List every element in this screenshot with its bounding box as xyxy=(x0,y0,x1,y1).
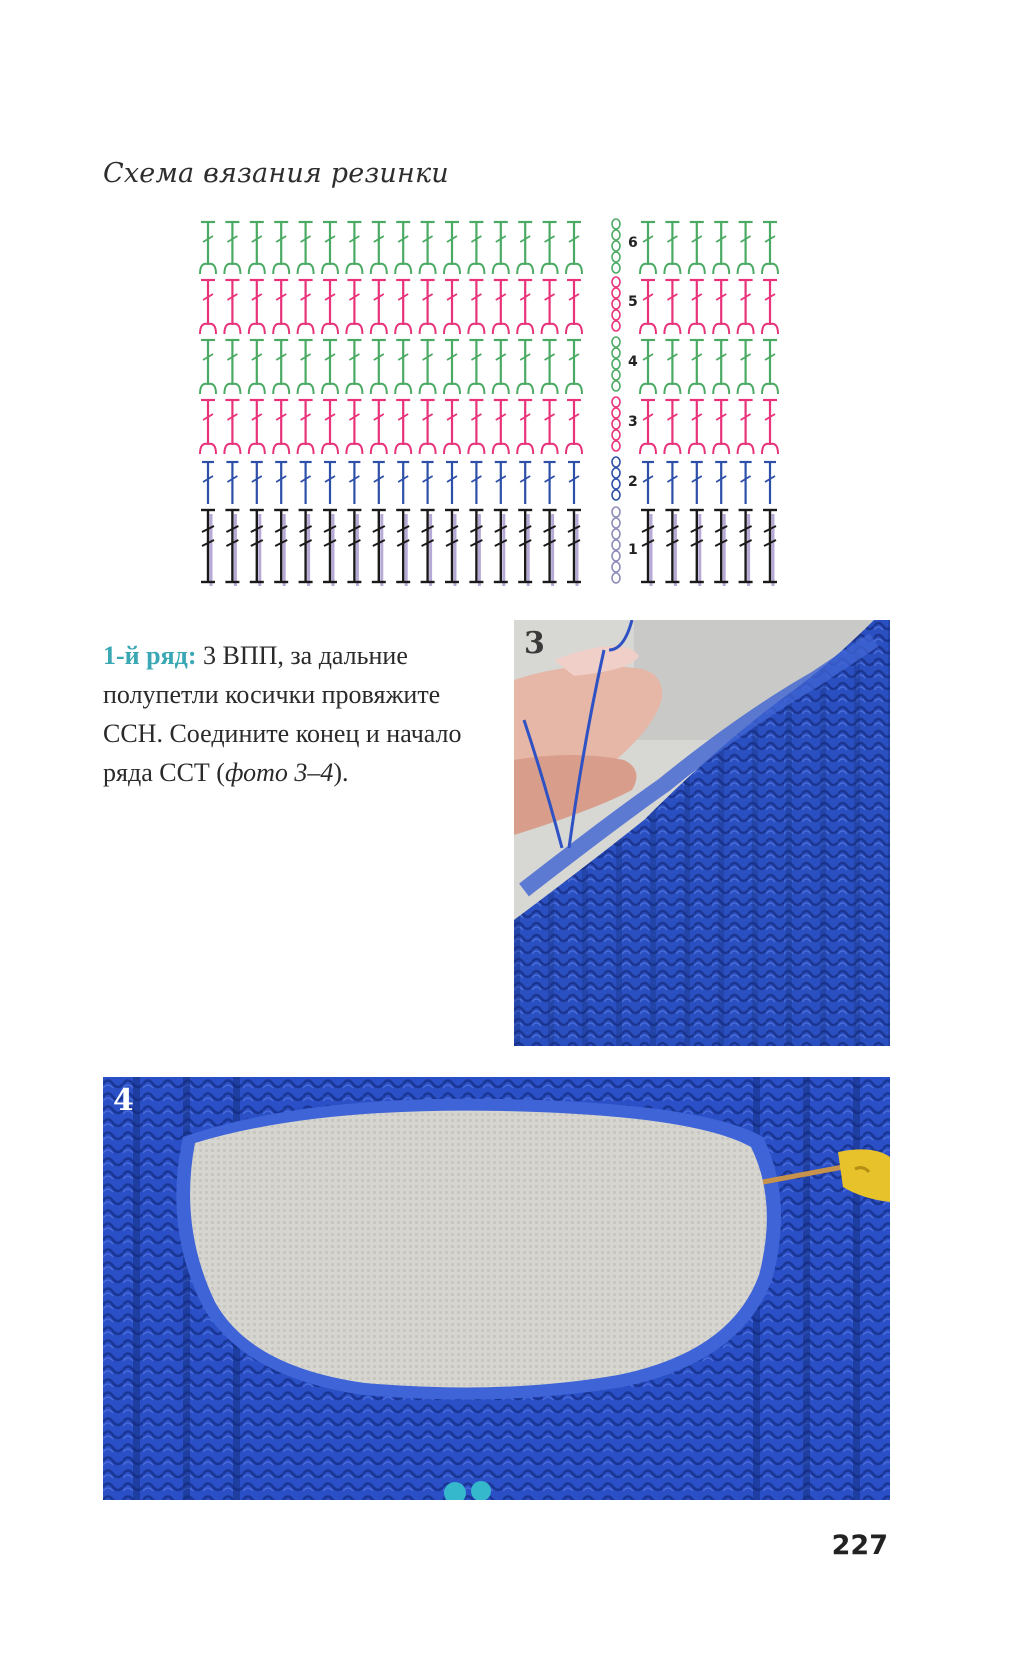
instruction-paragraph xyxy=(103,636,483,792)
crochet-chart xyxy=(196,218,802,596)
photo-4 xyxy=(103,1077,890,1500)
paren-close: ). xyxy=(333,758,349,787)
photo-3-number: 3 xyxy=(524,626,545,661)
photo-reference: фото 3–4 xyxy=(224,758,334,787)
chart-row-number-5: 5 xyxy=(628,294,638,310)
photo-3 xyxy=(514,620,890,1046)
photo-4-number: 4 xyxy=(113,1083,134,1118)
chart-row-number-3: 3 xyxy=(628,414,638,430)
chart-row-number-1: 1 xyxy=(628,542,638,558)
chart-row-6 xyxy=(200,219,778,274)
chart-row-5 xyxy=(200,277,778,334)
chart-row-3 xyxy=(200,397,778,454)
chart-row-4 xyxy=(200,337,778,394)
paren-open: ( xyxy=(209,758,225,787)
chart-row-2 xyxy=(202,457,776,504)
chart-caption: Схема вязания резинки xyxy=(103,158,449,189)
chart-row-number-4: 4 xyxy=(628,354,638,370)
instruction-text: 3 ВПП, за дальние полупетли косички провяжите ССН. Соедините конец и начало ряда ССТ xyxy=(103,641,462,787)
page-number: 227 xyxy=(831,1530,888,1561)
chart-row-number-2: 2 xyxy=(628,474,638,490)
chart-row-number-6: 6 xyxy=(628,235,638,251)
row-label: 1-й ряд: xyxy=(103,641,197,670)
chart-row-1 xyxy=(201,507,777,586)
